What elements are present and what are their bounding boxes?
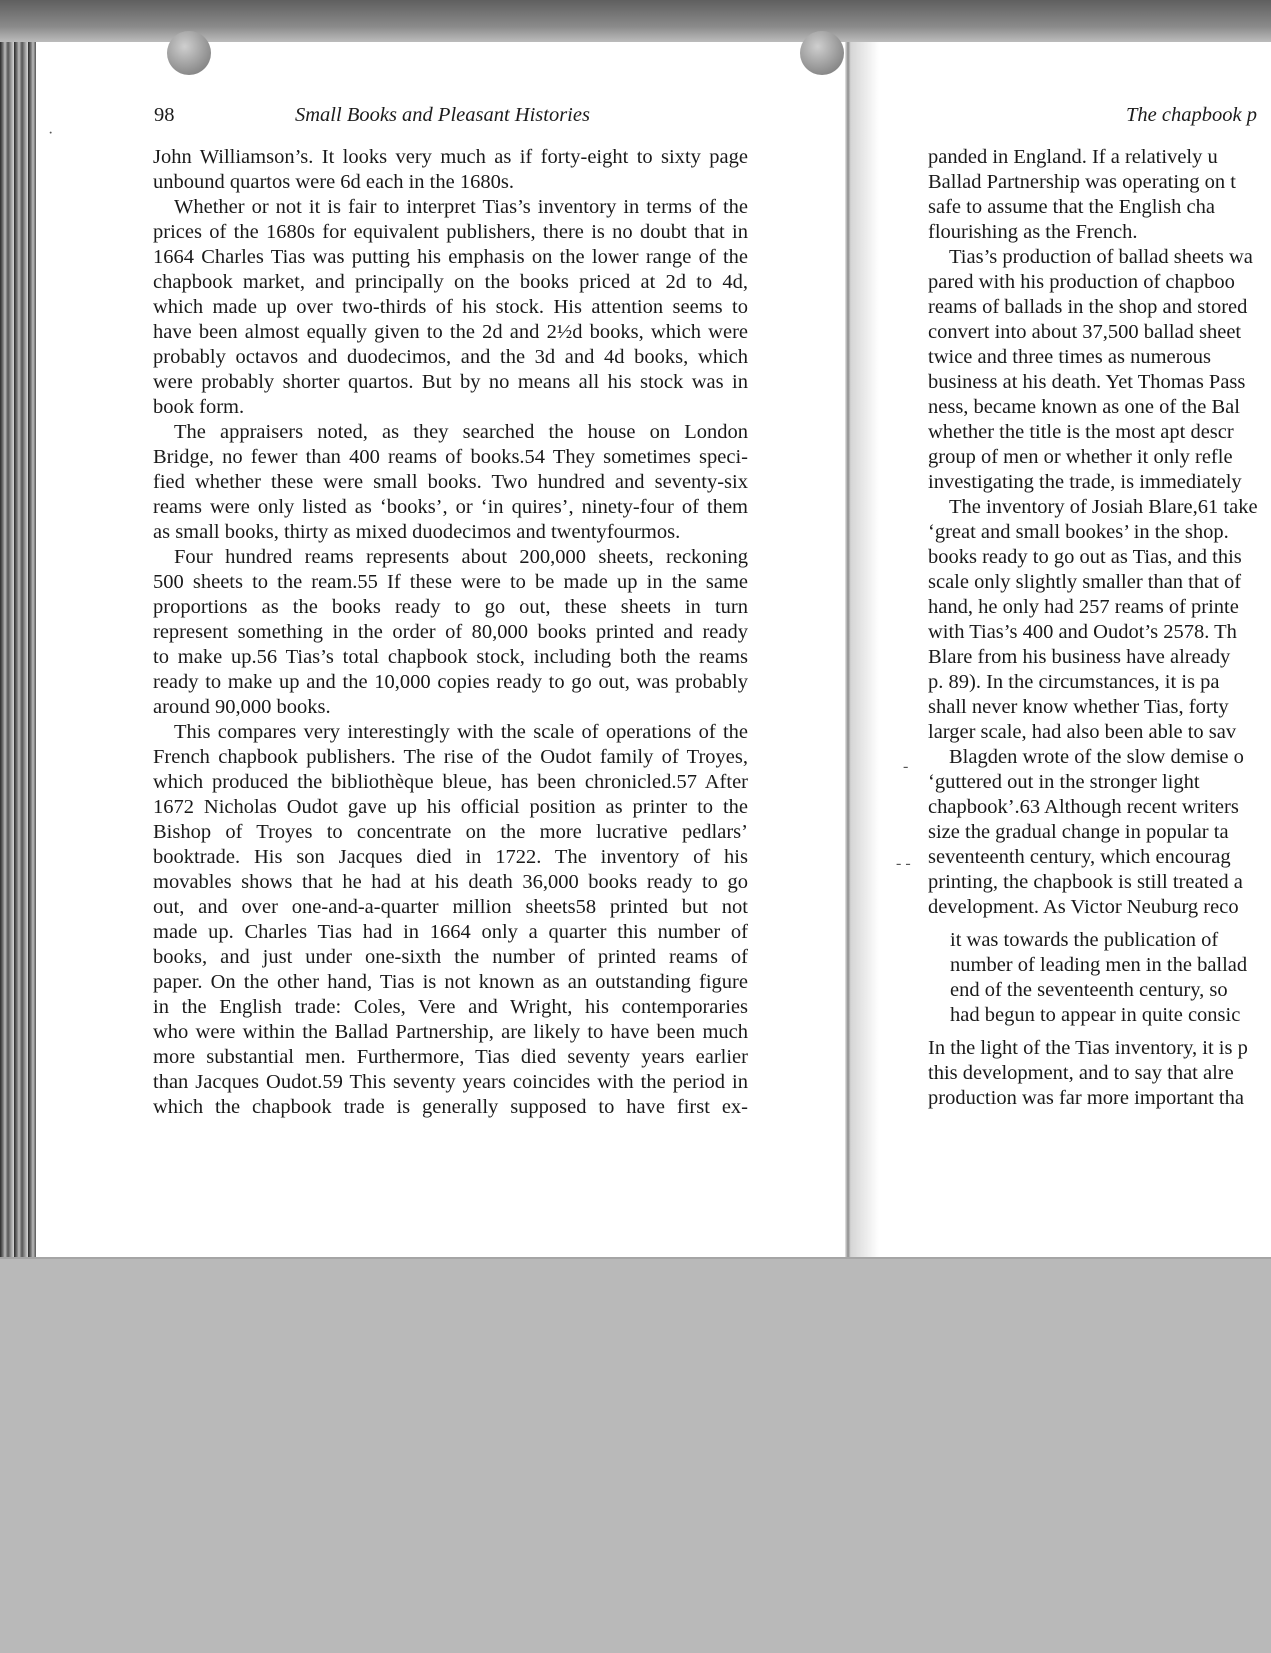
text-line: Tias’s production of ballad sheets wa bbox=[949, 246, 1253, 268]
text-line: investigating the trade, is immediately bbox=[928, 471, 1242, 493]
text-line: around 90,000 books. bbox=[153, 696, 331, 718]
text-line: represent something in the order of 80,000 books printed and ready bbox=[153, 621, 748, 643]
scan-speck: · bbox=[48, 125, 54, 142]
text-line: fied whether these were small books. Two hundred and seventy-six bbox=[153, 471, 748, 493]
text-line: development. As Victor Neuburg reco bbox=[928, 896, 1239, 918]
text-line: end of the seventeenth century, so bbox=[950, 979, 1228, 1001]
text-line: which the chapbook trade is generally supposed to have first ex- bbox=[153, 1096, 748, 1118]
running-title-left: Small Books and Pleasant Histories bbox=[295, 104, 590, 126]
text-line: as small books, thirty as mixed duodecimos and twentyfourmos. bbox=[153, 521, 681, 543]
text-line: Bridge, no fewer than 400 reams of books.54 They sometimes speci- bbox=[153, 446, 748, 468]
left-page-body bbox=[153, 145, 748, 1120]
text-line: prices of the 1680s for equivalent publishers, there is no doubt that in bbox=[153, 221, 748, 243]
page-number: 98 bbox=[154, 104, 175, 126]
text-line: paper. On the other hand, Tias is not known as an outstanding figure bbox=[153, 971, 748, 993]
text-line: printing, the chapbook is still treated a bbox=[928, 871, 1243, 893]
text-line: unbound quartos were 6d each in the 1680s. bbox=[153, 171, 514, 193]
text-line: ready to make up and the 10,000 copies ready to go out, was probably bbox=[153, 671, 748, 693]
text-line: Ballad Partnership was operating on t bbox=[928, 171, 1237, 193]
text-line: convert into about 37,500 ballad sheet bbox=[928, 321, 1242, 343]
text-line: which produced the bibliothèque bleue, has been chronicled.57 After bbox=[153, 771, 748, 793]
text-line: p. 89). In the circumstances, it is pa bbox=[928, 671, 1220, 693]
text-line: books ready to go out as Tias, and this bbox=[928, 546, 1242, 568]
punch-hole-right bbox=[800, 31, 844, 75]
text-line: ness, became known as one of the Bal bbox=[928, 396, 1240, 418]
text-line: more substantial men. Furthermore, Tias died seventy years earlier bbox=[153, 1046, 748, 1068]
text-line: larger scale, had also been able to sav bbox=[928, 721, 1237, 743]
text-line: proportions as the books ready to go out, these sheets in turn bbox=[153, 596, 748, 618]
text-line: seventeenth century, which encourag bbox=[928, 846, 1231, 868]
text-line: In the light of the Tias inventory, it is p bbox=[928, 1037, 1248, 1059]
page-edge-stack bbox=[0, 42, 36, 1257]
text-line: chapbook market, and principally on the books priced at 2d to 4d, bbox=[153, 271, 748, 293]
text-line: ‘great and small bookes’ in the shop. bbox=[928, 521, 1229, 543]
text-line: flourishing as the French. bbox=[928, 221, 1138, 243]
text-line: than Jacques Oudot.59 This seventy years coincides with the period in bbox=[153, 1071, 748, 1093]
text-line: 500 sheets to the ream.55 If these were to be made up in the same bbox=[153, 571, 748, 593]
text-line: twice and three times as numerous bbox=[928, 346, 1211, 368]
text-line: business at his death. Yet Thomas Pass bbox=[928, 371, 1246, 393]
text-line: group of men or whether it only refle bbox=[928, 446, 1233, 468]
right-page-body bbox=[928, 145, 1271, 1125]
text-line: have been almost equally given to the 2d and 2½d books, which were bbox=[153, 321, 748, 343]
text-line: 1664 Charles Tias was putting his emphasis on the lower range of the bbox=[153, 246, 748, 268]
text-line: probably octavos and duodecimos, and the 3d and 4d books, which bbox=[153, 346, 748, 368]
text-line: ‘guttered out in the stronger light bbox=[928, 771, 1200, 793]
text-line: this development, and to say that alre bbox=[928, 1062, 1234, 1084]
text-line: made up. Charles Tias had in 1664 only a quarter this number of bbox=[153, 921, 748, 943]
text-line: French chapbook publishers. The rise of the Oudot family of Troyes, bbox=[153, 746, 748, 768]
text-line: reams of ballads in the shop and stored bbox=[928, 296, 1248, 318]
text-line: Blare from his business have already bbox=[928, 646, 1231, 668]
text-line: movables shows that he had at his death 36,000 books ready to go bbox=[153, 871, 748, 893]
text-line: scale only slightly smaller than that of bbox=[928, 571, 1242, 593]
text-line: hand, he only had 257 reams of printe bbox=[928, 596, 1239, 618]
text-line: book form. bbox=[153, 396, 245, 418]
text-line: number of leading men in the ballad bbox=[950, 954, 1248, 976]
text-line: out, and over one-and-a-quarter million sheets58 printed but not bbox=[153, 896, 748, 918]
text-line: John Williamson’s. It looks very much as if forty-eight to sixty page bbox=[153, 146, 748, 168]
text-line: size the gradual change in popular ta bbox=[928, 821, 1229, 843]
text-line: 1672 Nicholas Oudot gave up his official position as printer to the bbox=[153, 796, 748, 818]
text-line: safe to assume that the English cha bbox=[928, 196, 1215, 218]
text-line: were probably shorter quartos. But by no means all his stock was in bbox=[153, 371, 748, 393]
text-line: whether the title is the most apt descr bbox=[928, 421, 1234, 443]
text-line: books, and just under one-sixth the number of printed reams of bbox=[153, 946, 748, 968]
text-line: Four hundred reams represents about 200,000 sheets, reckoning bbox=[174, 546, 748, 568]
gutter-shadow bbox=[851, 42, 879, 1257]
text-line: with Tias’s 400 and Oudot’s 2578. Th bbox=[928, 621, 1237, 643]
punch-hole-left bbox=[167, 31, 211, 75]
text-line: Blagden wrote of the slow demise o bbox=[949, 746, 1244, 768]
text-line: The appraisers noted, as they searched the house on London bbox=[174, 421, 748, 443]
text-line: in the English trade: Coles, Vere and Wright, his contemporaries bbox=[153, 996, 748, 1018]
margin-mark: - bbox=[903, 758, 909, 775]
text-line: it was towards the publication of bbox=[950, 929, 1219, 951]
margin-mark: - - bbox=[896, 855, 911, 872]
text-line: which made up over two-thirds of his stock. His attention seems to bbox=[153, 296, 748, 318]
text-line: shall never know whether Tias, forty bbox=[928, 696, 1229, 718]
text-line: reams were only listed as ‘books’, or ‘in quires’, ninety-four of them bbox=[153, 496, 748, 518]
text-line: The inventory of Josiah Blare,61 take bbox=[949, 496, 1258, 518]
text-line: to make up.56 Tias’s total chapbook stock, including both the reams bbox=[153, 646, 748, 668]
text-line: production was far more important tha bbox=[928, 1087, 1244, 1109]
text-line: Whether or not it is fair to interpret Tias’s inventory in terms of the bbox=[174, 196, 748, 218]
text-line: who were within the Ballad Partnership, are likely to have been much bbox=[153, 1021, 748, 1043]
text-line: This compares very interestingly with the scale of operations of the bbox=[174, 721, 748, 743]
text-line: panded in England. If a relatively u bbox=[928, 146, 1218, 168]
text-line: Bishop of Troyes to concentrate on the more lucrative pedlars’ bbox=[153, 821, 748, 843]
scanner-bed bbox=[0, 1257, 1271, 1653]
text-line: pared with his production of chapboo bbox=[928, 271, 1235, 293]
running-title-right: The chapbook p bbox=[1126, 104, 1257, 126]
text-line: had begun to appear in quite consic bbox=[950, 1004, 1241, 1026]
text-line: chapbook’.63 Although recent writers bbox=[928, 796, 1239, 818]
text-line: booktrade. His son Jacques died in 1722. The inventory of his bbox=[153, 846, 748, 868]
